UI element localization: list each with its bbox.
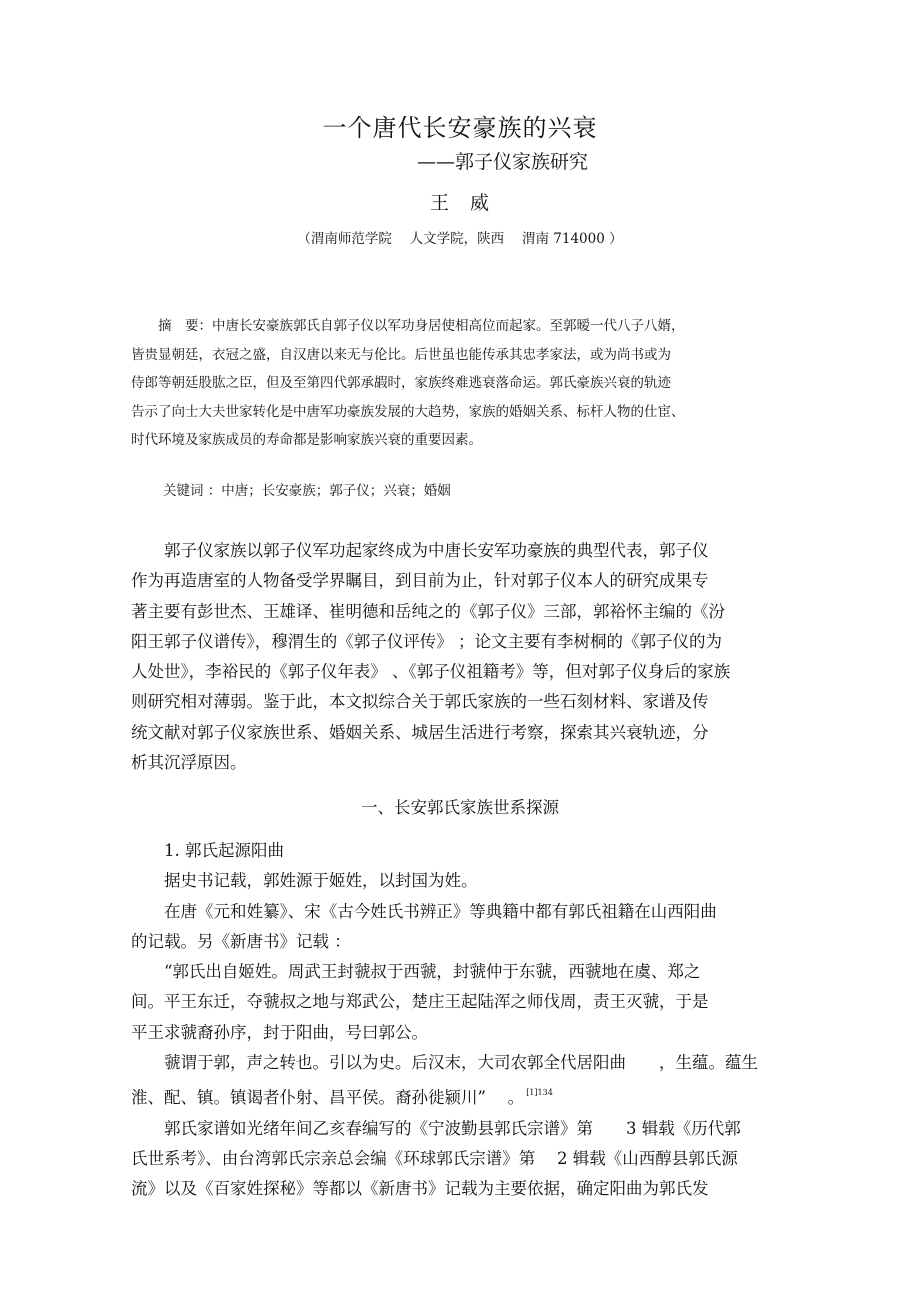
body-line: 则研究相对薄弱。鉴于此，本文拟综合关于郭氏家族的一些石刻材料、家谱及传 [131, 692, 709, 712]
body-line: 郭氏家谱如光绪年间乙亥春编写的《宁波勤县郭氏宗谱》第 3 辑载《历代郭 [131, 1118, 741, 1138]
body-line-text: 淮、配、镇。镇谒者仆射、昌平侯。裔孙徙颍川” 。 [131, 1088, 525, 1108]
body-line: 平王求虢裔孙序，封于阳曲，号曰郭公。 [131, 1022, 428, 1042]
body-line: 析其沉浮原因。 [131, 753, 247, 773]
keywords: 关键词 ：中唐；长安豪族；郭子仪；兴衰；婚姻 [163, 483, 451, 499]
body-line: 间。平王东迁，夺虢叔之地与郑武公，楚庄王起陆浑之师伐周，责王灭虢，于是 [131, 992, 709, 1012]
body-line: 1. 郭氏起源阳曲 [131, 841, 284, 860]
section-body [131, 836, 791, 1205]
abstract-line: 告示了向士大夫世家转化是中唐军功豪族发展的大趋势，家族的婚姻关系、标杆人物的仕宦、 [131, 403, 685, 420]
body-line: 阳王郭子仪谱传》，穆渭生的《郭子仪评传》 ；论文主要有李树桐的《郭子仪的为 [131, 631, 722, 651]
author-affiliation: （渭南师范学院 人文学院，陕西 渭南 714000 ） [297, 231, 623, 247]
body-line: 人处世》，李裕民的《郭子仪年表》 、《郭子仪祖籍考》等，但对郭子仪身后的家族 [131, 662, 731, 682]
body-line: 氏世系考》、由台湾郭氏宗亲总会编《环球郭氏宗谱》第 2 辑载《山西醇县郭氏源 [131, 1148, 738, 1168]
body-line: 作为再造唐室的人物备受学界瞩目，到目前为止，针对郭子仪本人的研究成果专 [131, 571, 709, 591]
abstract-line: 时代环境及家族成员的寿命都是影响家族兴衰的重要因素。 [131, 432, 482, 448]
abstract-line: 侍郎等朝廷股肱之臣，但及至第四代郭承嘏时，家族终难逃衰落命运。郭氏豪族兴衰的轨迹 [131, 375, 671, 391]
body-line [131, 1078, 791, 1113]
paper-title: 一个唐代长安豪族的兴衰 [322, 114, 598, 142]
body-line: 据史书记载，郭姓源于姬姓，以封国为姓。 [131, 871, 478, 891]
body-line: 在唐《元和姓纂》、宋《古今姓氏书辨正》等典籍中都有郭氏祖籍在山西阳曲 [131, 901, 717, 921]
body-line: 的记载。另《新唐书》记载 ： [131, 931, 351, 951]
section-heading: 一、长安郭氏家族世系探源 [361, 798, 559, 817]
body-line: 虢谓于郭，声之转也。引以为史。后汉末，大司农郭全代居阳曲 ，生蕴。蕴生 [131, 1053, 758, 1073]
body-line: 流》以及《百家姓探秘》等都以《新唐书》记载为主要依据，确定阳曲为郭氏发 [131, 1179, 709, 1199]
body-line: 著主要有彭世杰、王雄译、崔明德和岳纯之的《郭子仪》三部，郭裕怀主编的《汾 [131, 601, 725, 621]
abstract-line: 摘 要：中唐长安豪族郭氏自郭子仪以军功身居使相高位而起家。至郭暧一代八子八婿， [131, 318, 685, 334]
author-name: 王 威 [429, 192, 490, 214]
body-line: “郭氏出自姬姓。周武王封虢叔于西虢，封虢仲于东虢，西虢地在虞、郑之 [131, 962, 701, 982]
citation-marker: [1]134 [526, 1088, 553, 1098]
body-line: 郭子仪家族以郭子仪军功起家终成为中唐长安军功豪族的典型代表，郭子仪 [131, 541, 709, 560]
abstract-line: 皆贵显朝廷，衣冠之盛，自汉唐以来无与伦比。后世虽也能传承其忠孝家法，或为尚书或为 [131, 346, 671, 363]
abstract [131, 312, 751, 455]
introduction [131, 536, 771, 778]
body-line: 统文献对郭子仪家族世系、婚姻关系、城居生活进行考察，探索其兴衰轨迹，分 [131, 722, 709, 742]
paper-subtitle: ——郭子仪家族研究 [417, 151, 589, 173]
